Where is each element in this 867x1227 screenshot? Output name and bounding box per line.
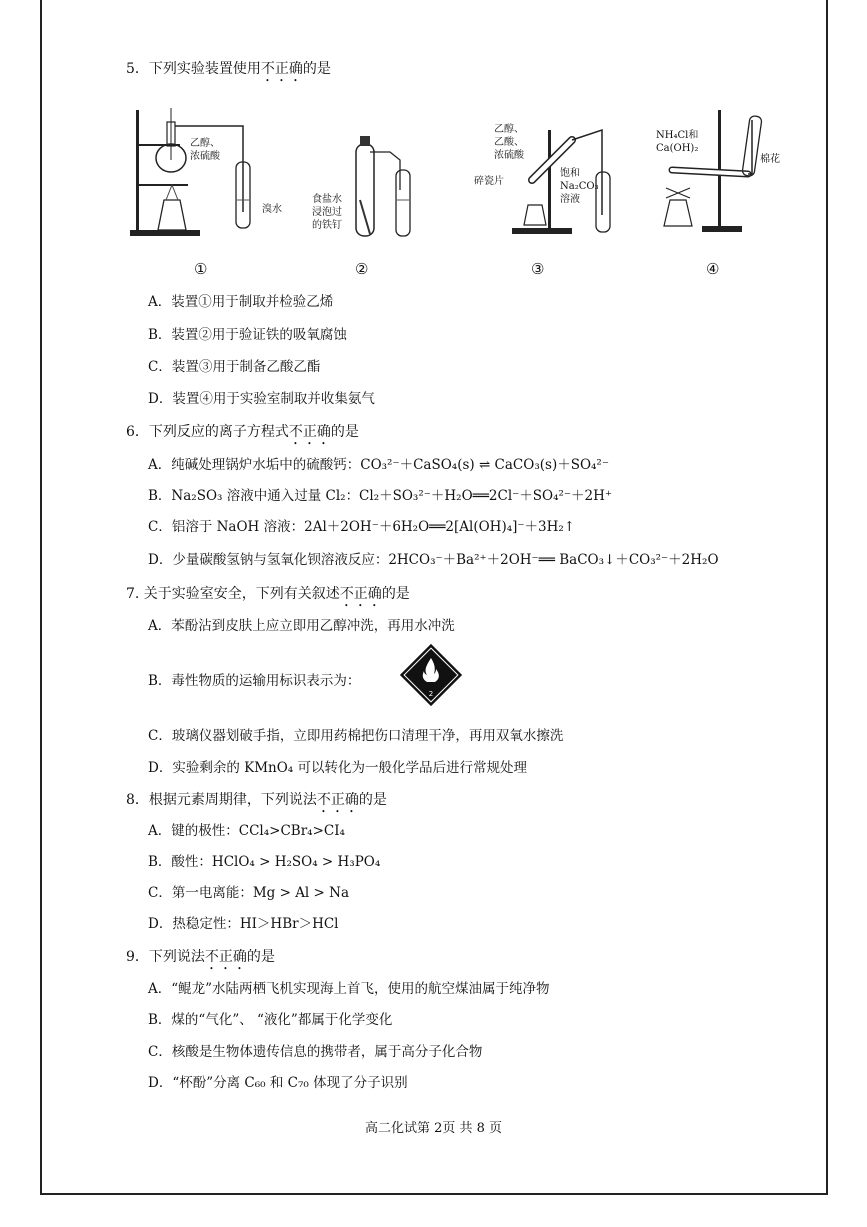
question-7-stem: [126, 585, 410, 610]
q6-option-c: C．铝溶于 NaOH 溶液：2Al＋2OH⁻＋6H₂O══2[Al(OH)₄]⁻＋3H₂↑: [148, 519, 576, 535]
apparatus-3-label-7: 溶液: [560, 194, 580, 205]
apparatus-3-label-6: Na₂CO₃: [560, 181, 599, 192]
q5-stem-emphasis: 不正确: [260, 61, 303, 77]
q5-option-b: B．装置②用于验证铁的吸氧腐蚀: [148, 327, 347, 343]
page-border-bottom: [40, 1193, 828, 1195]
q7-option-d: D．实验剩余的 KMnO₄ 可以转化为一般化学品后进行常规处理: [148, 760, 527, 776]
apparatus-2-drawing: [308, 100, 418, 240]
q9-option-b: B．煤的“气化”、 “液化”都属于化学变化: [148, 1012, 393, 1028]
apparatus-1-label-3: 溴水: [262, 204, 282, 215]
apparatus-4-label-3: 棉花: [760, 154, 780, 165]
apparatus-4-number: ④: [706, 260, 720, 278]
q8-option-d: D．热稳定性：HI＞HBr＞HCl: [148, 916, 339, 932]
apparatus-2-figure: [308, 100, 418, 244]
q9-stem-post: 的是: [246, 949, 275, 965]
apparatus-1-number: ①: [194, 260, 208, 278]
q9-stem-emphasis: 不正确: [204, 949, 247, 965]
q8-option-a: A．键的极性：CCl₄>CBr₄>CI₄: [148, 823, 345, 839]
q7-stem-pre: 7. 关于实验室安全，下列有关叙述: [126, 586, 340, 602]
question-5-stem: [126, 60, 331, 85]
apparatus-3-label-2: 乙酸、: [494, 137, 524, 148]
q7-stem-emphasis: 不正确: [339, 586, 382, 602]
apparatus-1-drawing: [128, 100, 298, 240]
q6-option-a: A．纯碱处理锅炉水垢中的硫酸钙：CO₃²⁻＋CaSO₄(s) ⇌ CaCO₃(s)＋SO₄²⁻: [148, 457, 609, 473]
apparatus-2-number: ②: [355, 260, 369, 278]
page-footer: 高二化试第 2页 共 8 页: [364, 1121, 503, 1136]
q7-option-c: C．玻璃仪器划破手指，立即用药棉把伤口清理干净，再用双氧水擦洗: [148, 728, 564, 744]
q9-option-c: C．核酸是生物体遗传信息的携带者，属于高分子化合物: [148, 1044, 483, 1060]
q8-stem-pre: 8．根据元素周期律，下列说法: [126, 792, 317, 808]
question-9-stem: [126, 948, 275, 973]
apparatus-1-label-1: 乙醇、: [190, 138, 220, 149]
q5-stem-pre: 5．下列实验装置使用: [126, 61, 261, 77]
q9-option-d: D．“杯酚”分离 C₆₀ 和 C₇₀ 体现了分子识别: [148, 1075, 408, 1091]
hazard-class-number: 2: [428, 690, 434, 698]
q6-stem-pre: 6．下列反应的离子方程式: [126, 424, 289, 440]
apparatus-3-drawing: [492, 100, 622, 240]
flammable-gas-diamond-icon: [400, 644, 462, 706]
apparatus-3-figure: [474, 100, 622, 244]
apparatus-2-label-1: 食盐水: [312, 194, 342, 205]
q8-stem-emphasis: 不正确: [316, 792, 359, 808]
apparatus-2-label-2: 浸泡过: [312, 207, 342, 218]
question-8-stem: [126, 791, 387, 816]
apparatus-4-figure: [652, 100, 782, 244]
apparatus-3-label-3: 浓硫酸: [494, 150, 524, 161]
q5-option-c: C．装置③用于制备乙酸乙酯: [148, 359, 321, 375]
apparatus-3-label-1: 乙醇、: [494, 124, 524, 135]
apparatus-1-label-2: 浓硫酸: [190, 151, 220, 162]
page-border-left: [40, 0, 42, 1195]
q8-option-b: B．酸性：HClO₄ > H₂SO₄ > H₃PO₄: [148, 854, 381, 870]
q6-option-b: B．Na₂SO₃ 溶液中通入过量 Cl₂：Cl₂＋SO₃²⁻＋H₂O══2Cl⁻＋SO₄²⁻＋2H⁺: [148, 488, 613, 504]
q7-stem-post: 的是: [381, 586, 410, 602]
q7-option-b: B．毒性物质的运输用标识表示为：: [148, 673, 361, 689]
q5-option-d: D．装置④用于实验室制取并收集氨气: [148, 391, 375, 407]
q6-stem-post: 的是: [330, 424, 359, 440]
question-6-stem: [126, 423, 359, 448]
apparatus-2-label-3: 的铁钉: [312, 220, 342, 231]
q5-stem-post: 的是: [302, 61, 331, 77]
hazard-label-icon: [400, 644, 462, 710]
apparatus-4-label-2: Ca(OH)₂: [656, 143, 699, 154]
q6-option-d: D．少量碳酸氢钠与氢氧化钡溶液反应：2HCO₃⁻＋Ba²⁺＋2OH⁻══ BaCO₃↓＋CO₃²⁻＋2H₂O: [148, 552, 719, 568]
q8-stem-post: 的是: [358, 792, 387, 808]
apparatus-3-number: ③: [531, 260, 545, 278]
apparatus-4-label-1: NH₄Cl和: [656, 130, 699, 141]
q5-option-a: A．装置①用于制取并检验乙烯: [148, 294, 334, 310]
q7-option-a: A．苯酚沾到皮肤上应立即用乙醇冲洗，再用水冲洗: [148, 618, 455, 634]
apparatus-3-label-4: 碎瓷片: [474, 176, 504, 187]
apparatus-1-figure: [128, 100, 298, 244]
q9-stem-pre: 9．下列说法: [126, 949, 205, 965]
page-border-right: [826, 0, 828, 1195]
apparatus-3-label-5: 饱和: [560, 168, 580, 179]
q8-option-c: C．第一电离能：Mg > Al > Na: [148, 885, 350, 901]
q6-stem-emphasis: 不正确: [288, 424, 331, 440]
apparatus-4-drawing: [652, 100, 782, 240]
q9-option-a: A．“鲲龙”水陆两栖飞机实现海上首飞，使用的航空煤油属于纯净物: [148, 981, 550, 997]
